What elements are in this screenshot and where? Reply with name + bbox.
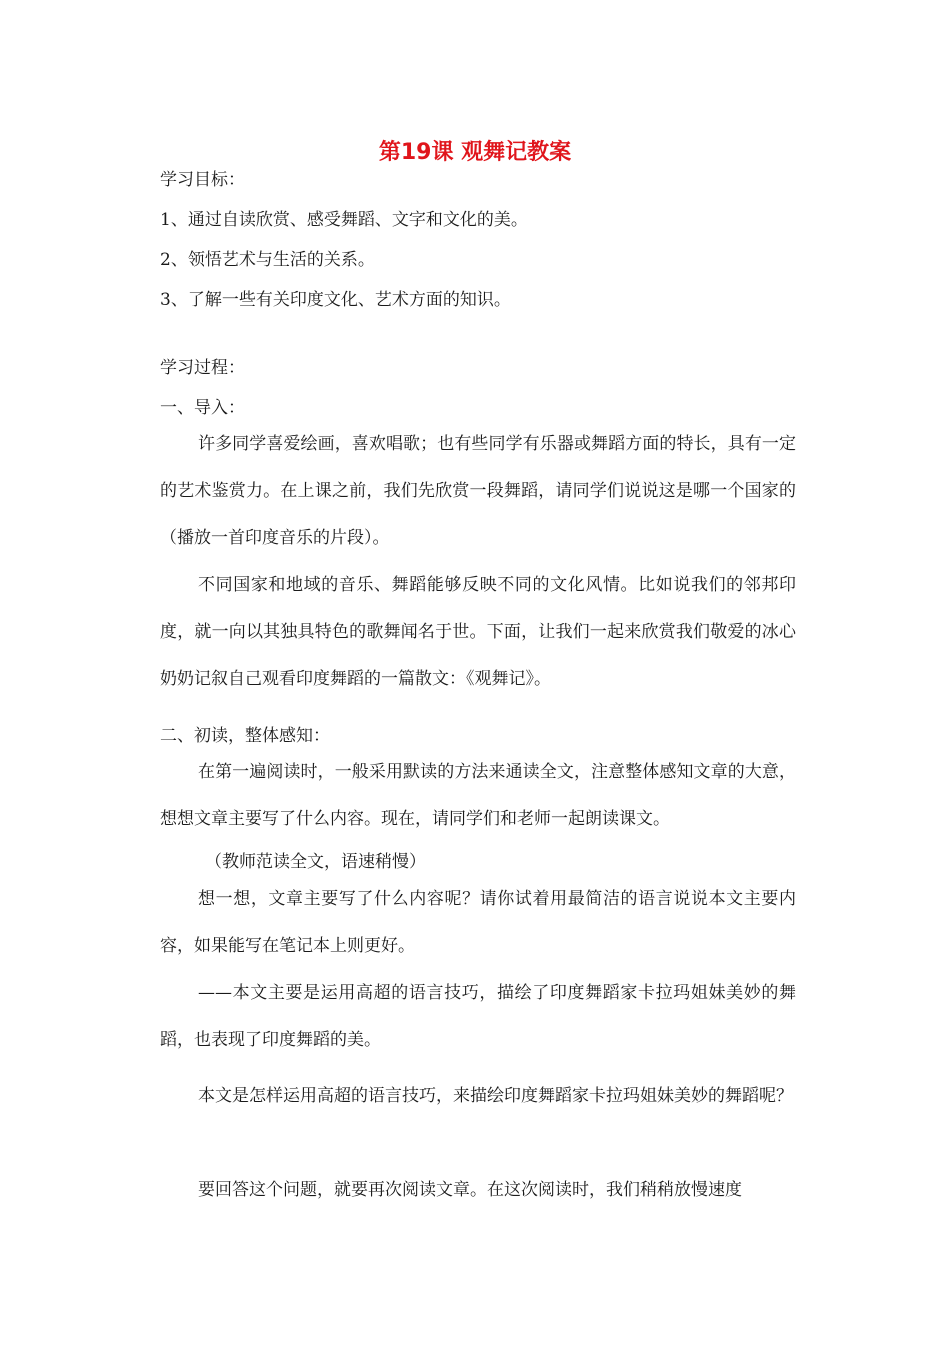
intro-paragraph-1: 许多同学喜爱绘画，喜欢唱歌；也有些同学有乐器或舞蹈方面的特长，具有一定的艺术鉴赏力。在上课之前，我们先欣赏一段舞蹈，请同学们说说这是哪一个国家的（播放一首印度音乐的片段）。 (160, 434, 796, 548)
section-heading-first-reading: 二、初读，整体感知： (160, 726, 330, 746)
first-reading-paragraph-3: ——本文主要是运用高超的语言技巧，描绘了印度舞蹈家卡拉玛姐妹美妙的舞蹈，也表现了印度舞蹈的美。 (160, 983, 796, 1050)
intro-paragraph-2: 不同国家和地域的音乐、舞蹈能够反映不同的文化风情。比如说我们的邻邦印度，就一向以其独具特色的歌舞闻名于世。下面，让我们一起来欣赏我们敬爱的冰心奶奶记叙自己观看印度舞蹈的一篇散文：《观舞记》。 (160, 575, 796, 689)
objective-item-3: 3、了解一些有关印度文化、艺术方面的知识。 (160, 290, 511, 310)
document-title: 第19课 观舞记教案 (378, 140, 572, 165)
objective-item-2: 2、领悟艺术与生活的关系。 (160, 250, 375, 270)
objectives-heading: 学习目标： (160, 170, 245, 190)
first-reading-paragraph-1: 在第一遍阅读时，一般采用默读的方法来通读全文，注意整体感知文章的大意，想想文章主要写了什么内容。现在，请同学们和老师一起朗读课文。 (160, 762, 796, 829)
process-heading: 学习过程： (160, 358, 245, 378)
technique-question-paragraph: 本文是怎样运用高超的语言技巧，来描绘印度舞蹈家卡拉玛姐妹美妙的舞蹈呢？ (198, 1086, 793, 1106)
section-heading-intro: 一、导入： (160, 398, 245, 418)
first-reading-paragraph-2: 想一想，文章主要写了什么内容呢？请你试着用最简洁的语言说说本文主要内容，如果能写在笔记本上则更好。 (160, 889, 796, 956)
second-reading-paragraph: 要回答这个问题，就要再次阅读文章。在这次阅读时，我们稍稍放慢速度 (198, 1180, 742, 1200)
objective-item-1: 1、通过自读欣赏、感受舞蹈、文字和文化的美。 (160, 210, 528, 230)
teacher-note: （教师范读全文，语速稍慢） (205, 852, 426, 872)
